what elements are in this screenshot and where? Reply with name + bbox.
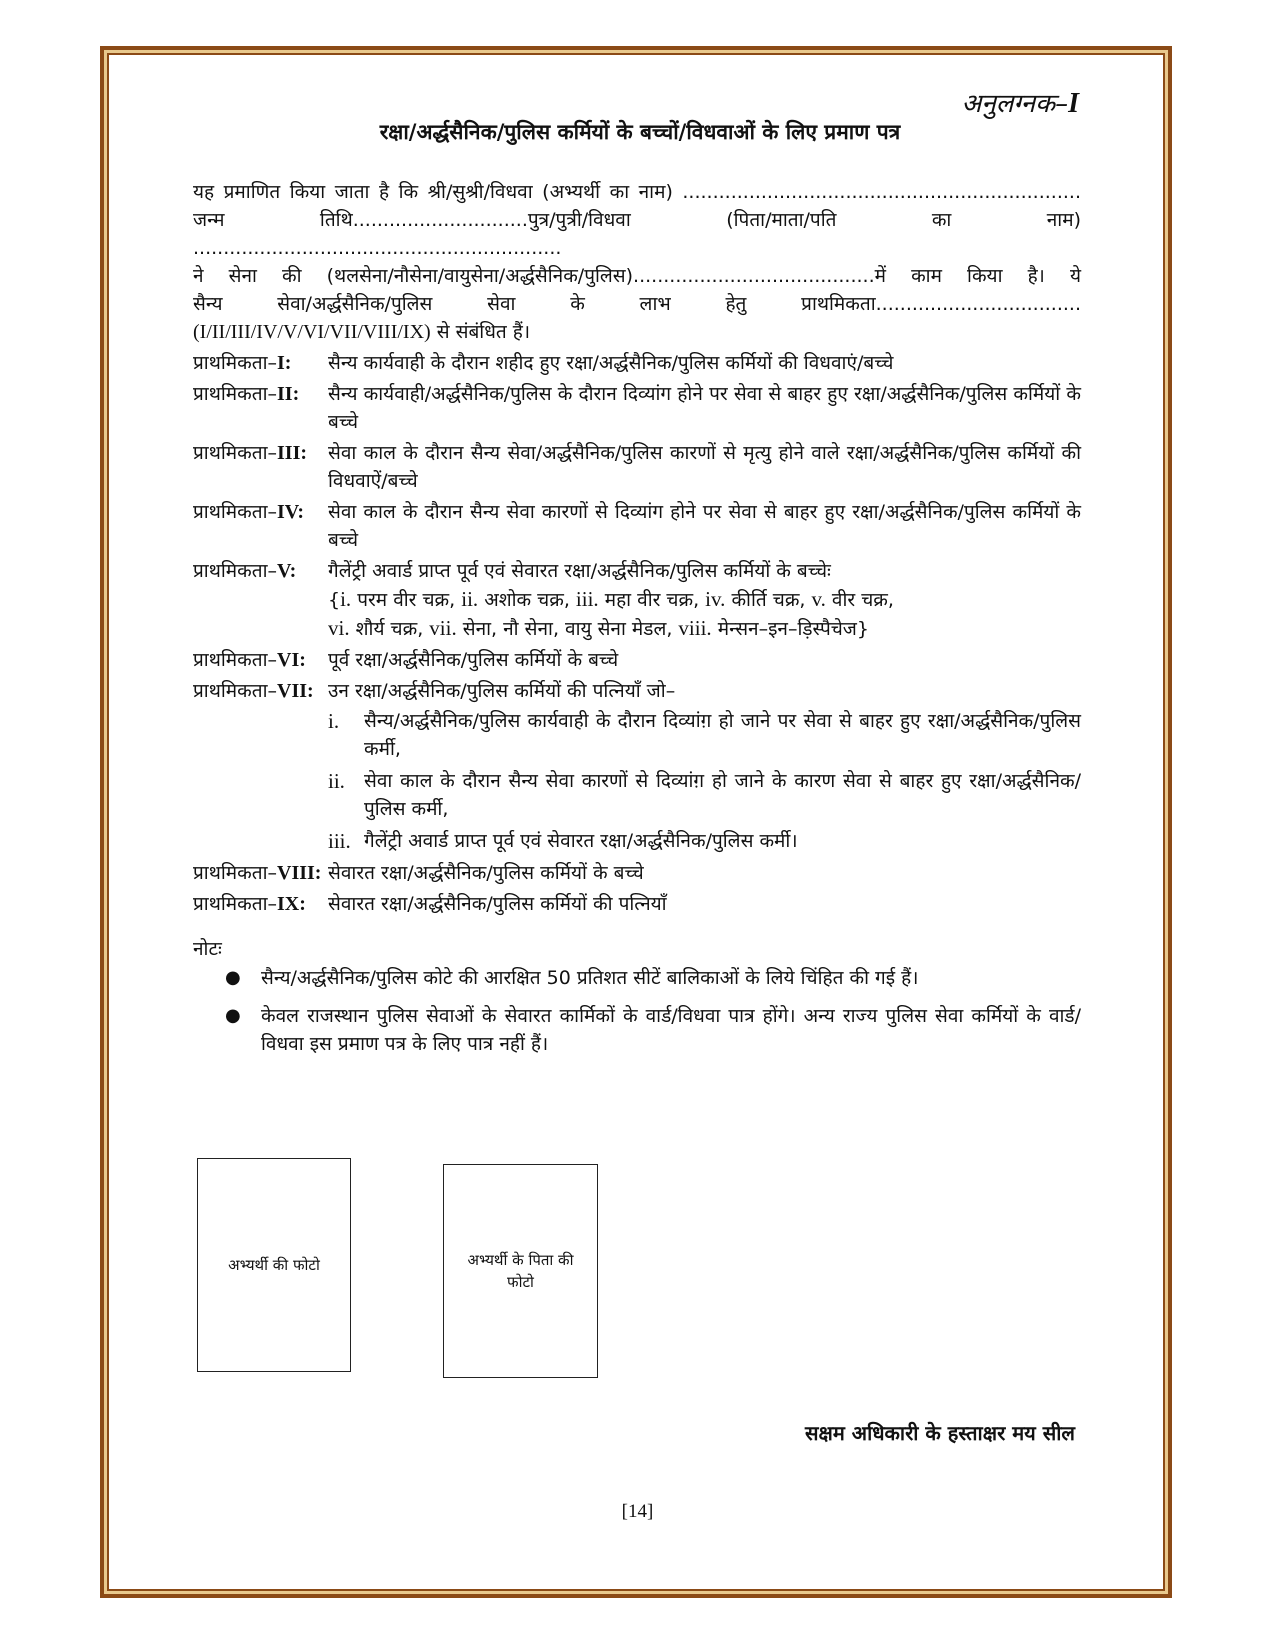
priority-3: प्राथमिकता–III: सेवा काल के दौरान सैन्य सेवा/अर्द्धसैनिक/पुलिस कारणों से मृत्यु होने वाले रक्षा/अर्द्धसैनिक/पुलिस कर्मियों की विधवाऐं/बच्चे (193, 442, 1081, 492)
bullet-icon: ● (225, 1005, 241, 1026)
bullet-icon: ● (225, 967, 241, 988)
priority-9: प्राथमिकता–IX: सेवारत रक्षा/अर्द्धसैनिक/पुलिस कर्मियों की पत्नियाँ (193, 893, 667, 915)
priority-4: प्राथमिकता–IV: सेवा काल के दौरान सैन्य सेवा कारणों से दिव्यांग होने पर सेवा से बाहर हुए रक्षा/अर्द्धसैनिक/पुलिस कर्मियों के बच्चे (193, 501, 1081, 551)
priority-2: प्राथमिकता–II: सैन्य कार्यवाही/अर्द्धसैनिक/पुलिस के दौरान दिव्यांग होने पर सेवा से बाहर हुए रक्षा/अर्द्धसैनिक/पुलिस कर्मियों के बच्चे (193, 383, 1081, 433)
candidate-photo-box: अभ्यर्थी की फोटो (197, 1158, 351, 1372)
list-item: i. सैन्य/अर्द्धसैनिक/पुलिस कार्यवाही के दौरान दिव्यांग़ हो जाने पर सेवा से बाहर हुए रक्षा/अर्द्धसैनिक/पुलिस कर्मी, (328, 709, 1081, 760)
note-item: ● सैन्य/अर्द्धसैनिक/पुलिस कोटे की आरक्षित 50 प्रतिशत सीटें बालिकाओं के लिये चिंहित की गई हैं। (225, 964, 1081, 992)
annexure-label: अनुलग्नक–I (961, 88, 1079, 119)
gallantry-awards-list: {i. परम वीर चक्र, ii. अशोक चक्र, iii. महा वीर चक्र, iv. कीर्ति चक्र, v. वीर चक्र, vi. शौर्य चक्र, vii. सेना, नौ सेना, वायु सेना मेडल, viii. मेन्सन–इन–ड़िस्पैचेज} (328, 587, 894, 640)
priority-7-list (193, 707, 1081, 855)
father-photo-box: अभ्यर्थी के पिता की फोटो (443, 1164, 598, 1378)
priority-7: प्राथमिकता–VII: उन रक्षा/अर्द्धसैनिक/पुलिस कर्मियों की पत्नियाँ जो– (193, 680, 676, 702)
priority-1: प्राथमिकता–I: सैन्य कार्यवाही के दौरान शहीद हुए रक्षा/अर्द्धसैनिक/पुलिस कर्मियों की विधवाएं/बच्चे (193, 352, 894, 374)
cert-line-5: (I/II/III/IV/V/VI/VII/VIII/IX) से संबंधित हैं। (193, 321, 531, 343)
list-item: ii. सेवा काल के दौरान सैन्य सेवा कारणों से दिव्यांग़ हो जाने के कारण सेवा से बाहर हुए रक्षा/अर्द्धसैनिक/पुलिस कर्मी, (328, 769, 1081, 820)
cert-line-4: सैन्य सेवा/अर्द्धसैनिक/पुलिस सेवा के लाभ हेतु प्राथमिकता.................................. (193, 293, 1081, 315)
authority-signature: सक्षम अधिकारी के हस्ताक्षर मय सील (805, 1421, 1075, 1445)
document-title: रक्षा/अर्द्धसैनिक/पुलिस कर्मियों के बच्चों/विधवाओं के लिए प्रमाण पत्र (379, 120, 901, 144)
priority-8: प्राथमिकता–VIII: सेवारत रक्षा/अर्द्धसैनिक/पुलिस कर्मियों के बच्चे (193, 862, 644, 884)
list-item: iii. गैलेंट्री अवार्ड प्राप्त पूर्व एवं सेवारत रक्षा/अर्द्धसैनिक/पुलिस कर्मी। (328, 829, 798, 853)
cert-line-1: यह प्रमाणित किया जाता है कि श्री/सुश्री/विधवा (अभ्यर्थी का नाम) .................................................................. (193, 181, 1081, 203)
notes-heading: नोटः (193, 938, 222, 960)
certificate-body (193, 178, 1081, 918)
cert-line-3: ने सेना की (थलसेना/नौसेना/वायुसेना/अर्द्धसैनिक/पुलिस)........................................में काम किया है। ये (193, 265, 1081, 287)
note-item: ● केवल राजस्थान पुलिस सेवाओं के सेवारत कार्मिकों के वार्ड/विधवा पात्र होंगे। अन्य राज्य पुलिस सेवा कर्मियों के वार्ड/विधवा इस प्रमाण पत्र के लिए पात्र नहीं हैं। (225, 1002, 1081, 1058)
notes-list (225, 964, 1081, 1068)
page-number: [14] (621, 1501, 654, 1522)
priority-6: प्राथमिकता–VI: पूर्व रक्षा/अर्द्धसैनिक/पुलिस कर्मियों के बच्चे (193, 649, 619, 671)
cert-line-2: जन्म तिथि.............................पुत्र/पुत्री/विधवा (पिता/माता/पति का नाम) ............................................................. (193, 209, 1081, 259)
priority-5: प्राथमिकता–V: गैलेंट्री अवार्ड प्राप्त पूर्व एवं सेवारत रक्षा/अर्द्धसैनिक/पुलिस कर्मियों के बच्चेः (193, 560, 831, 582)
